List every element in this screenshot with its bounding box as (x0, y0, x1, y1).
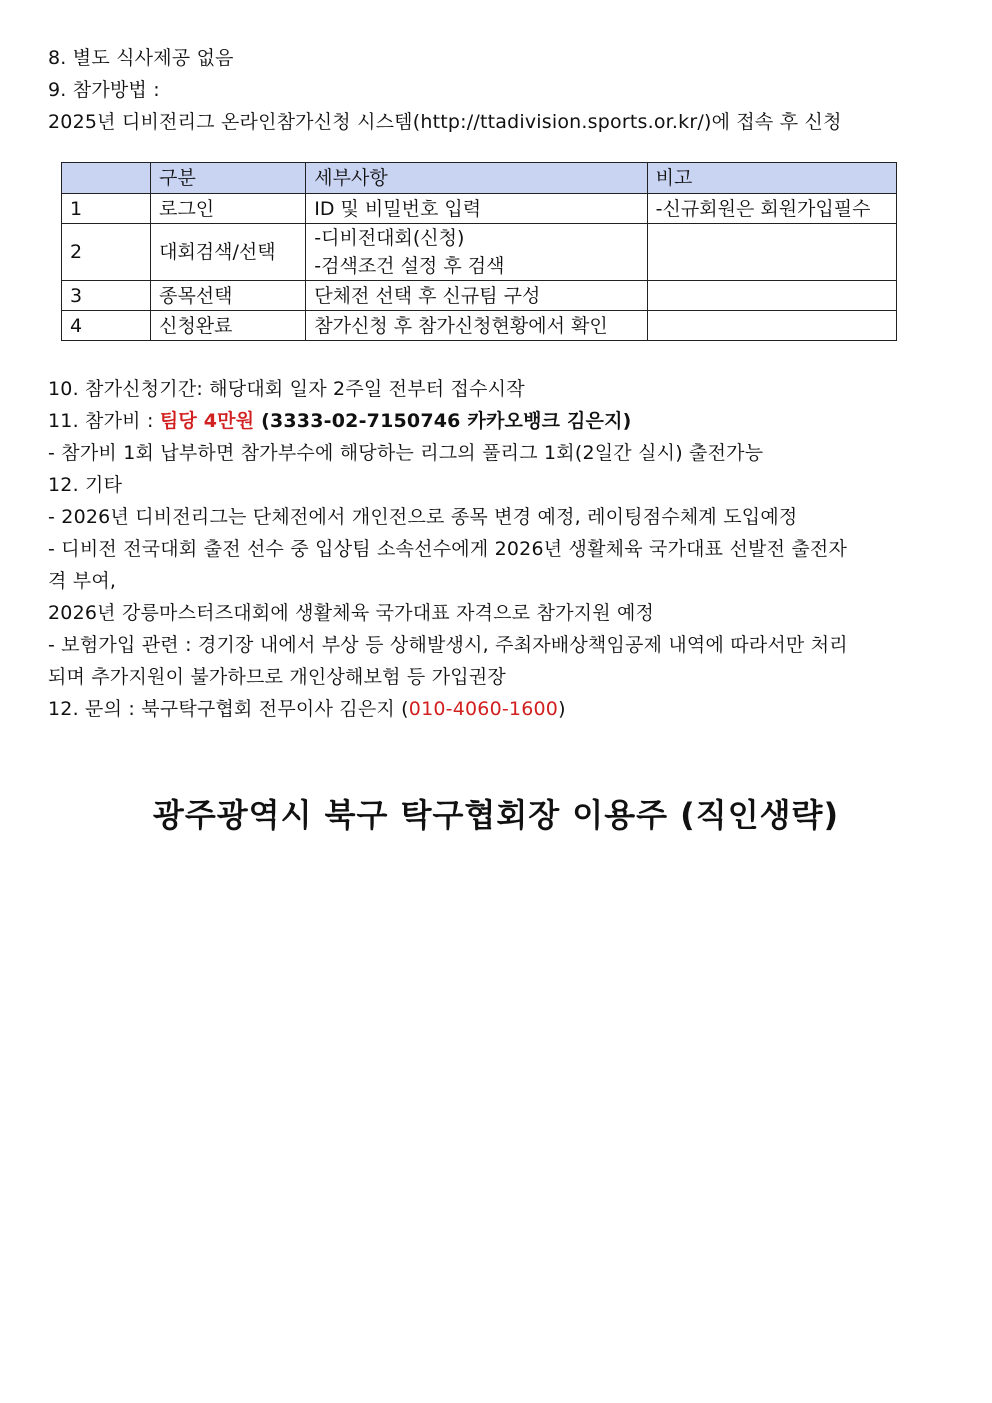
signature-title: 광주광역시 북구 탁구협회장 이용주 (직인생략) (152, 796, 840, 834)
row-note (647, 281, 896, 311)
fee-label: 11. 참가비 : (48, 410, 160, 432)
row-category: 신청완료 (151, 311, 306, 341)
etc-line: - 2026년 디비전리그는 단체전에서 개인전으로 종목 변경 예정, 레이팅점수체계 도입예정 (48, 506, 798, 528)
item-11-fee (48, 407, 632, 435)
etc-line: 2026년 강릉마스터즈대회에 생활체육 국가대표 자격으로 참가지원 예정 (48, 602, 655, 624)
row-note: -신규회원은 회원가입필수 (647, 194, 896, 224)
etc-line: - 보험가입 관련 : 경기장 내에서 부상 등 상해발생시, 주최자배상책임공제 내역에 따라서만 처리 (48, 634, 848, 656)
application-steps-table (61, 162, 897, 341)
row-category: 종목선택 (151, 281, 306, 311)
row-detail (306, 224, 647, 281)
fee-amount: 팀당 4만원 (159, 410, 255, 432)
table-row (62, 224, 897, 281)
row-number: 3 (62, 281, 151, 311)
row-note (647, 311, 896, 341)
item-9-method: 9. 참가방법 : (48, 79, 160, 101)
row-number: 4 (62, 311, 151, 341)
row-number: 1 (62, 194, 151, 224)
etc-line: 되며 추가지원이 불가하므로 개인상해보험 등 가입권장 (48, 666, 506, 688)
table-header-detail: 세부사항 (306, 163, 647, 194)
item-8-meals: 8. 별도 식사제공 없음 (48, 47, 234, 69)
item-10-period: 10. 참가신청기간: 해당대회 일자 2주일 전부터 접수시작 (48, 378, 525, 400)
table-row (62, 311, 897, 341)
row-number: 2 (62, 224, 151, 281)
contact-phone: 010-4060-1600 (408, 698, 559, 720)
item-9-description: 2025년 디비전리그 온라인참가신청 시스템(http://ttadivision.sports.or.kr/)에 접속 후 신청 (48, 111, 842, 133)
row-detail: 단체전 선택 후 신규팀 구성 (306, 281, 647, 311)
table-header-note: 비고 (647, 163, 896, 194)
table-row (62, 194, 897, 224)
etc-line: 격 부여, (48, 570, 117, 592)
table-header-category: 구분 (151, 163, 306, 194)
item-12-contact (48, 695, 566, 723)
row-note (647, 224, 896, 281)
row-detail: ID 및 비밀번호 입력 (306, 194, 647, 224)
row-category: 대회검색/선택 (151, 224, 306, 281)
row-detail-line: -검색조건 설정 후 검색 (314, 255, 505, 277)
etc-line: - 디비전 전국대회 출전 선수 중 입상팀 소속선수에게 2026년 생활체육 국가대표 선발전 출전자 (48, 538, 848, 560)
item-11-note: - 참가비 1회 납부하면 참가부수에 해당하는 리그의 풀리그 1회(2일간 실시) 출전가능 (48, 442, 764, 464)
table-header-no (62, 163, 151, 194)
item-12-etc: 12. 기타 (48, 474, 123, 496)
table-header-row (62, 163, 897, 194)
row-detail-line: -디비전대회(신청) (314, 227, 465, 249)
table-row (62, 281, 897, 311)
contact-label: 12. 문의 : 북구탁구협회 전무이사 김은지 ( (48, 698, 409, 720)
row-category: 로그인 (151, 194, 306, 224)
row-detail: 참가신청 후 참가신청현황에서 확인 (306, 311, 647, 341)
fee-account: (3333-02-7150746 카카오뱅크 김은지) (254, 410, 632, 432)
contact-suffix: ) (558, 698, 566, 720)
